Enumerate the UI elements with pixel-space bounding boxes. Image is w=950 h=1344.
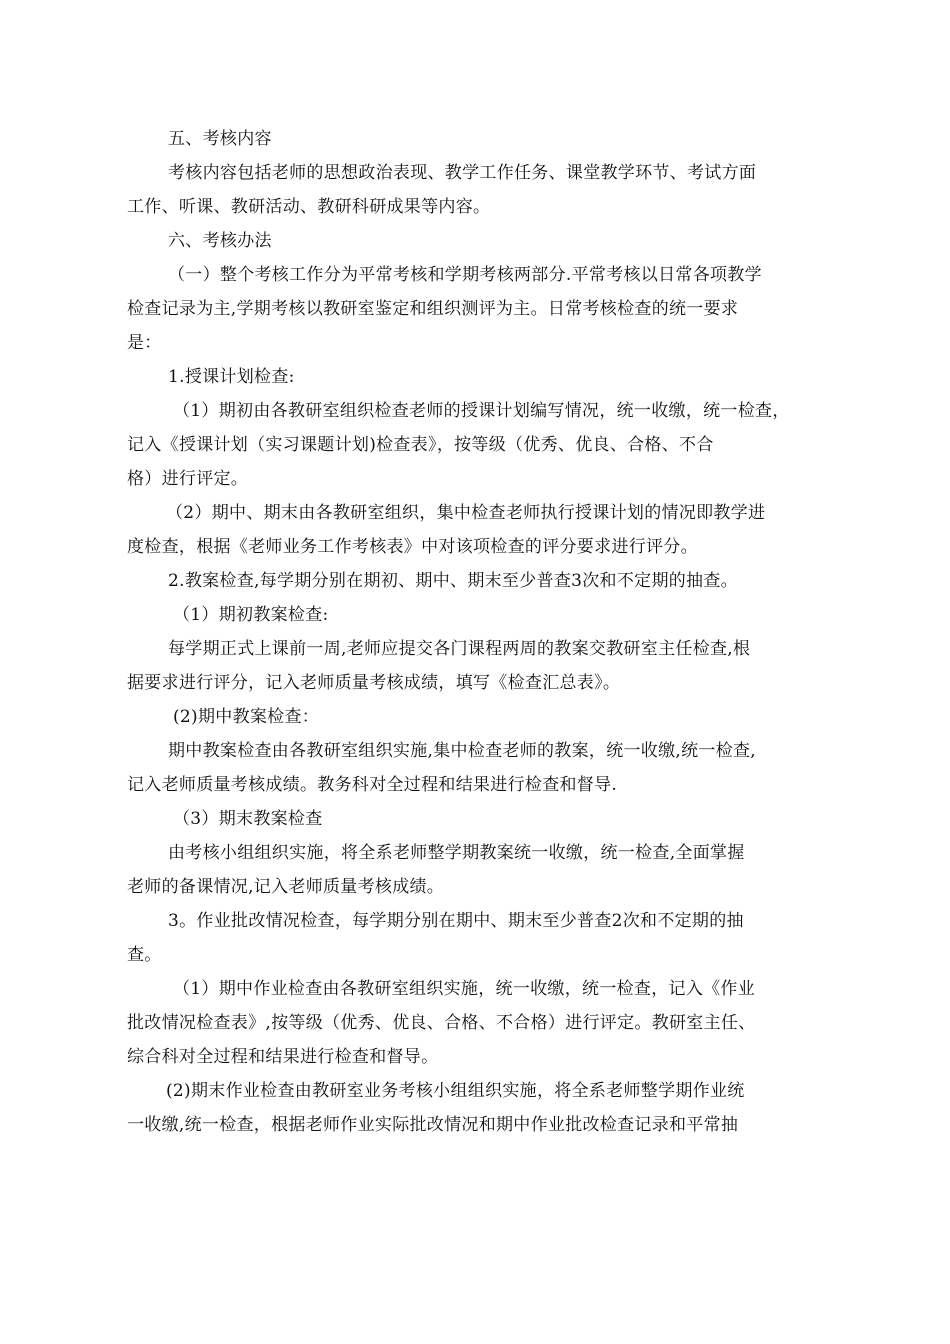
paragraph-line: 查。 — [127, 945, 162, 965]
paragraph-line: 批改情况检查表》,按等级（优秀、优良、合格、不合格）进行评定。教研室主任、 — [127, 1013, 756, 1033]
paragraph-line: （一）整个考核工作分为平常考核和学期考核两部分.平常考核以日常各项教学 — [168, 265, 762, 285]
paragraph-line: 考核内容包括老师的思想政治表现、教学工作任务、课堂教学环节、考试方面 — [168, 163, 757, 183]
paragraph-line: 由考核小组组织实施，将全系老师整学期教案统一收缴，统一检查,全面掌握 — [168, 843, 745, 863]
paragraph-line: 记入《授课计划（实习课题计划)检查表》，按等级（优秀、优良、合格、不合 — [127, 435, 714, 455]
paragraph-line: 一收缴,统一检查，根据老师作业实际批改情况和期中作业批改检查记录和平常抽 — [127, 1115, 739, 1135]
paragraph-line: 检查记录为主,学期考核以教研室鉴定和组织测评为主。日常考核检查的统一要求 — [127, 299, 739, 319]
paragraph-line: （2）期中、期末由各教研室组织，集中检查老师执行授课计划的情况即教学进 — [166, 503, 766, 523]
subheading-homework-check: 3。作业批改情况检查，每学期分别在期中、期末至少普查2次和不定期的抽 — [168, 911, 744, 931]
section-heading-assessment-content: 五、考核内容 — [168, 129, 272, 149]
subheading-mid-term-check: (2)期中教案检查： — [173, 707, 320, 727]
subheading-lesson-plan-check: 2.教案检查,每学期分别在期初、期中、期末至少普查3次和不定期的抽查。 — [168, 571, 738, 591]
paragraph-line: (2)期末作业检查由教研室业务考核小组组织实施，将全系老师整学期作业统 — [166, 1081, 745, 1101]
document-body — [127, 122, 825, 1142]
subheading-end-term-check: （3）期末教案检查 — [173, 809, 323, 829]
paragraph-line: 综合科对全过程和结果进行检查和督导。 — [127, 1047, 439, 1067]
paragraph-line: 据要求进行评分，记入老师质量考核成绩，填写《检查汇总表》。 — [127, 673, 621, 693]
paragraph-line: 期中教案检查由各教研室组织实施,集中检查老师的教案，统一收缴,统一检查, — [168, 741, 757, 761]
section-heading-assessment-method: 六、考核办法 — [168, 231, 272, 251]
subheading-early-term-check: （1）期初教案检查: — [173, 605, 329, 625]
paragraph-line: 每学期正式上课前一周,老师应提交各门课程两周的教案交教研室主任检查,根 — [168, 639, 751, 659]
paragraph-line: 度检查，根据《老师业务工作考核表》中对该项检查的评分要求进行评分。 — [127, 537, 698, 557]
paragraph-line: 老师的备课情况,记入老师质量考核成绩。 — [127, 877, 445, 897]
paragraph-line: （1）期初由各教研室组织检查老师的授课计划编写情况，统一收缴，统一检查， — [173, 401, 790, 421]
paragraph-line: 记入老师质量考核成绩。教务科对全过程和结果进行检查和督导. — [127, 775, 618, 795]
paragraph-line: 格）进行评定。 — [127, 469, 249, 489]
paragraph-line: 是： — [127, 333, 162, 353]
subheading-teaching-plan-check: 1.授课计划检查: — [168, 367, 295, 387]
paragraph-line: 工作、听课、教研活动、教研科研成果等内容。 — [127, 197, 491, 217]
paragraph-line: （1）期中作业检查由各教研室组织实施，统一收缴，统一检查，记入《作业 — [173, 979, 756, 999]
